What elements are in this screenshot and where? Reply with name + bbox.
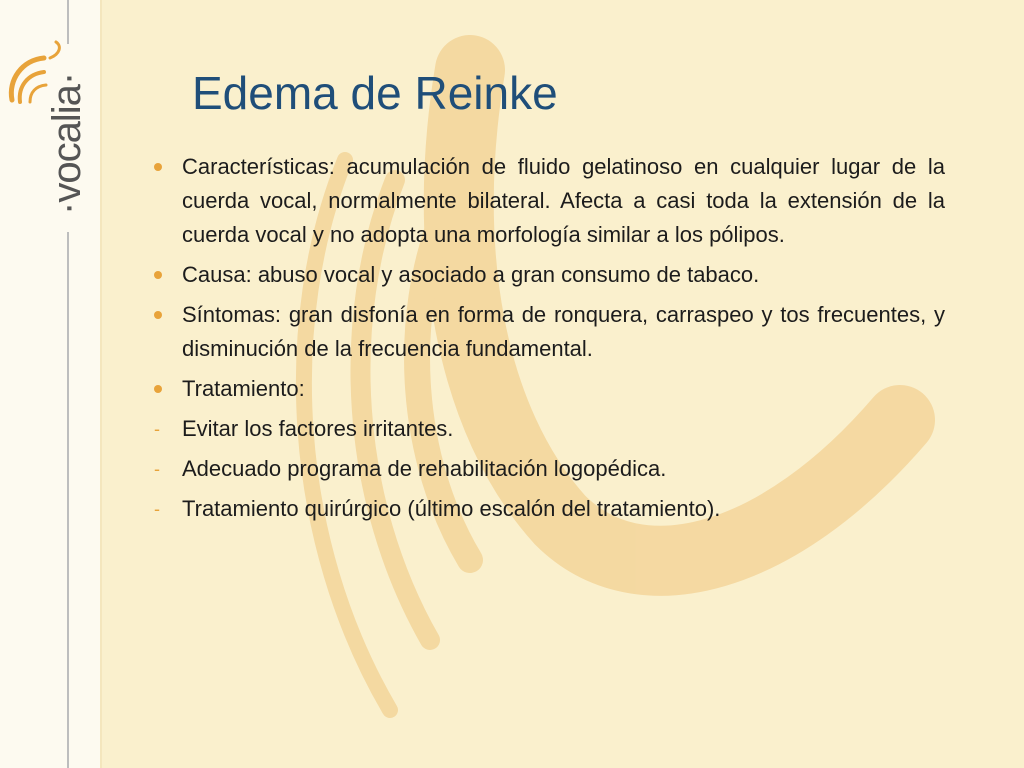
item-text: Síntomas: gran disfonía en forma de ronquera, carraspeo y tos frecuentes, y disminución de la frecuencia fundamental. (182, 302, 945, 361)
sidebar-line-top (67, 0, 69, 44)
item-text: Tratamiento quirúrgico (último escalón del tratamiento). (182, 496, 721, 521)
bullet-icon (154, 372, 162, 393)
list-item (150, 372, 945, 406)
list-item (150, 150, 945, 252)
list-item (150, 258, 945, 292)
bullet-icon (154, 150, 162, 171)
sub-list-item (150, 452, 945, 486)
item-text: Características: acumulación de fluido gelatinoso en cualquier lugar de la cuerda vocal, normalmente bilateral. Afecta a casi toda la extensión de la cuerda vocal y no adopta una morfología similar a los pólipos. (182, 154, 945, 247)
slide-title: Edema de Reinke (192, 67, 558, 119)
slide-body (150, 150, 945, 532)
bullet-icon (154, 258, 162, 279)
vocalia-logo (0, 40, 100, 240)
dash-icon: - (154, 499, 160, 519)
list-item (150, 298, 945, 366)
item-text: Adecuado programa de rehabilitación logopédica. (182, 456, 667, 481)
sidebar-line-bottom (67, 232, 69, 768)
item-text: Causa: abuso vocal y asociado a gran consumo de tabaco. (182, 262, 760, 287)
sub-list-item (150, 412, 945, 446)
sub-list-item (150, 492, 945, 526)
item-text: Evitar los factores irritantes. (182, 416, 454, 441)
dash-icon: - (154, 419, 160, 439)
dash-icon: - (154, 459, 160, 479)
svg-text:·vocalia·: ·vocalia· (45, 72, 89, 215)
item-text: Tratamiento: (182, 376, 305, 401)
bullet-icon (154, 298, 162, 319)
sidebar-divider (100, 0, 102, 768)
